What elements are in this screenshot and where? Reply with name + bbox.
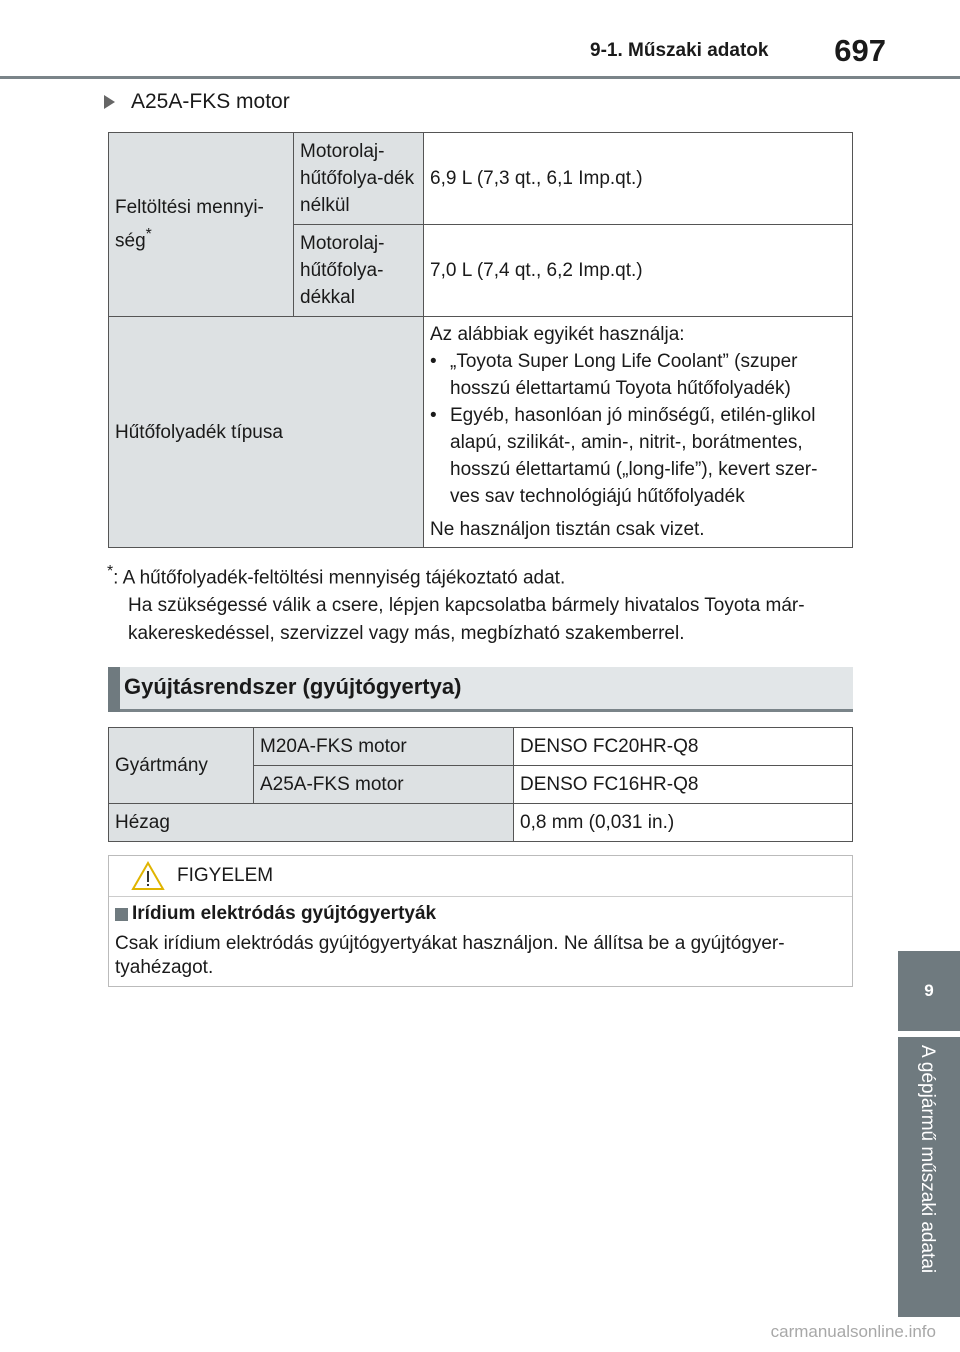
warning-subtitle-text: Irídium elektródás gyújtógyertyák bbox=[132, 903, 437, 924]
gap-label: Hézag bbox=[109, 804, 514, 842]
warning-triangle-icon bbox=[131, 861, 165, 891]
warning-header bbox=[109, 856, 852, 897]
running-header: 9-1. Műszaki adatok bbox=[590, 40, 769, 61]
spark-plug-table bbox=[108, 727, 853, 842]
square-bullet-icon bbox=[115, 908, 128, 921]
chapter-tab-number[interactable]: 9 bbox=[898, 951, 960, 1031]
warning-body: Csak irídium elektródás gyújtógyertyákat használjon. Ne állítsa be a gyújtógyer-tyahézagot. bbox=[115, 933, 785, 978]
section-heading bbox=[108, 667, 853, 712]
footnote-line2: Ha szükségessé válik a csere, lépjen kapcsolatba bármely hivatalos Toyota már-kakereskedéssel, szervizzel vagy más, megbízható szakemberrel. bbox=[128, 595, 805, 645]
warning-title: FIGYELEM bbox=[177, 865, 274, 886]
watermark: carmanualsonline.info bbox=[770, 1322, 936, 1341]
warning-subtitle bbox=[115, 903, 436, 925]
chapter-tab-text: A gépjármű műszaki adatai bbox=[917, 1045, 938, 1274]
engine2-label: A25A-FKS motor bbox=[254, 766, 514, 804]
plug2-value: DENSO FC16HR-Q8 bbox=[514, 766, 853, 804]
coolant-type-label: Hűtőfolyadék típusa bbox=[109, 317, 424, 548]
triangle-bullet-icon bbox=[104, 95, 115, 109]
footnote-line1: : A hűtőfolyadék-feltöltési mennyiség tájékoztató adat. bbox=[113, 567, 566, 589]
engine-subheading-text: A25A-FKS motor bbox=[131, 90, 290, 113]
coolant-note: Ne használjon tisztán csak vizet. bbox=[430, 519, 705, 540]
chapter-tab-label[interactable] bbox=[898, 1037, 960, 1317]
coolant-spec-table bbox=[108, 132, 853, 548]
header-rule bbox=[0, 76, 960, 79]
row2-sublabel: Motorolaj-hűtőfolya-dékkal bbox=[294, 225, 424, 317]
fill-capacity-label: Feltöltési mennyi- ség* bbox=[109, 133, 294, 317]
coolant-type-value bbox=[424, 317, 853, 548]
footnote-mark: * bbox=[107, 563, 114, 580]
make-label: Gyártmány bbox=[109, 728, 254, 804]
plug1-value: DENSO FC20HR-Q8 bbox=[514, 728, 853, 766]
coolant-intro: Az alábbiak egyikét használja: bbox=[430, 324, 685, 345]
row2-value: 7,0 L (7,4 qt., 6,2 Imp.qt.) bbox=[424, 225, 853, 317]
coolant-bullet-1: • „Toyota Super Long Life Coolant” (szuper hosszú élettartamú Toyota hűtőfolyadék) bbox=[430, 348, 846, 402]
engine1-label: M20A-FKS motor bbox=[254, 728, 514, 766]
engine-subheading bbox=[104, 90, 290, 114]
gap-value: 0,8 mm (0,031 in.) bbox=[514, 804, 853, 842]
row1-value: 6,9 L (7,3 qt., 6,1 Imp.qt.) bbox=[424, 133, 853, 225]
coolant-bullet-2: • Egyéb, hasonlóan jó minőségű, etilén-glikol alapú, szilikát-, amin-, nitrit-, borátmentes, hosszú élettartamú („long-life”), kevert szer-ves sav technológiájú hűtőfolyadék bbox=[430, 402, 846, 510]
footnote bbox=[107, 558, 852, 648]
section-heading-bar bbox=[108, 667, 120, 712]
section-heading-text: Gyújtásrendszer (gyújtógyertya) bbox=[124, 674, 462, 699]
row1-sublabel: Motorolaj-hűtőfolya-dék nélkül bbox=[294, 133, 424, 225]
warning-box bbox=[108, 855, 853, 987]
page-number: 697 bbox=[834, 33, 886, 68]
